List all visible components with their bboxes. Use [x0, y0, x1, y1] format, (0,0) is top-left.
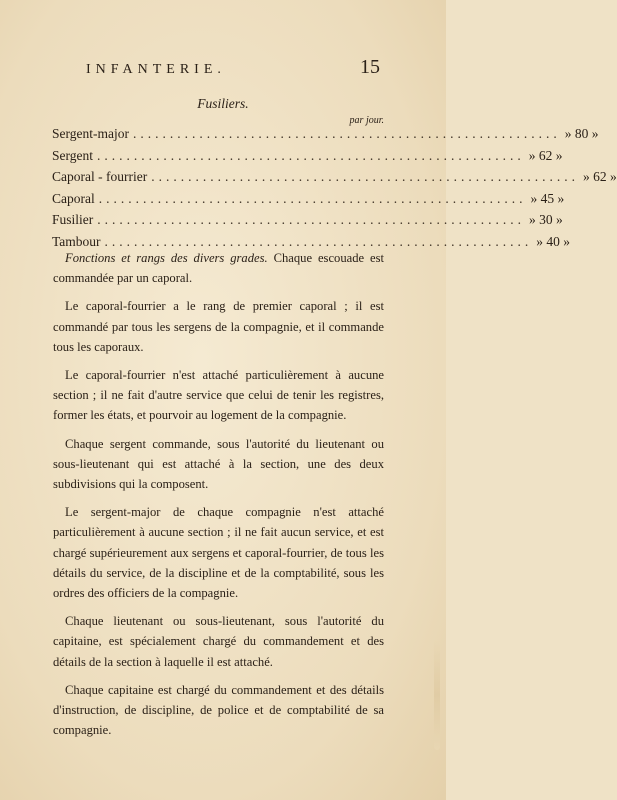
running-title: INFANTERIE.	[86, 62, 226, 77]
pay-amount: » 45 »	[530, 190, 565, 206]
pay-amount: » 62 »	[582, 169, 617, 184]
pay-row	[52, 126, 599, 148]
dot-leader: ..........................................................	[104, 233, 533, 249]
paragraph-italic-lead: Fonctions et rangs des divers grades.	[65, 251, 268, 265]
paper-stain	[434, 640, 440, 750]
paragraph-text: Chaque escouade est commandée par un caporal.	[53, 251, 384, 286]
dot-leader: ..........................................................	[97, 212, 526, 227]
rank-label: Sergent	[52, 147, 93, 163]
pay-amount: » 30 »	[529, 212, 563, 227]
body-text	[53, 248, 384, 748]
paragraph	[53, 248, 384, 288]
paragraph: Chaque lieutenant ou sous-lieutenant, sous l'autorité du capitaine, est spécialement chargé du commandement et des détails de la section à laquelle il est attaché.	[53, 614, 384, 669]
paragraph: Le sergent-major de chaque compagnie n'est attaché particulièrement à aucune section ; il ne fait aucun service, et est chargé supérieurement aux sergens et caporal-fourrier, de tous les détails du service, de la discipline et de la comptabilité, sous les ordres des officiers de la compagnie.	[53, 505, 384, 601]
rank-label: Caporal	[52, 190, 95, 206]
pay-amount: » 40 »	[536, 233, 571, 249]
dot-leader: ..........................................................	[132, 126, 561, 141]
rank-label: Tambour	[52, 233, 101, 249]
rank-label: Sergent-major	[52, 126, 129, 141]
section-heading: Fusiliers.	[197, 96, 249, 111]
pay-amount: » 62 »	[528, 147, 563, 163]
paragraph: Chaque sergent commande, sous l'autorité du lieutenant ou sous-lieutenant qui est attaché à la section, une des deux subdivisions qui la composent.	[53, 436, 384, 492]
page-number: 15	[360, 56, 380, 78]
per-day-label: par jour.	[349, 115, 384, 126]
pay-table	[52, 126, 617, 255]
paragraph: Le caporal-fourrier a le rang de premier caporal ; il est commandé par tous les sergens de la compagnie, et il commande tous les caporaux.	[53, 299, 384, 354]
pay-amount: » 80 »	[564, 126, 599, 141]
rank-label: Caporal - fourrier	[52, 169, 148, 184]
pay-row	[52, 190, 565, 213]
paragraph: Le caporal-fourrier n'est attaché particulièrement à aucune section ; il ne fait d'autre service que celui de tenir les registres, former les états, et pourvoir au logement de la compagnie.	[53, 368, 384, 423]
rank-label: Fusilier	[52, 212, 94, 227]
dot-leader: ..........................................................	[151, 169, 579, 184]
page-header	[86, 56, 380, 79]
pay-row	[52, 212, 563, 234]
dot-leader: ..........................................................	[97, 147, 525, 163]
pay-row	[52, 169, 617, 191]
dot-leader: ..........................................................	[98, 190, 527, 206]
pay-row	[52, 147, 563, 170]
paragraph: Chaque capitaine est chargé du commandement et des détails d'instruction, de discipline, de police et de comptabilité de sa compagnie.	[53, 682, 384, 738]
